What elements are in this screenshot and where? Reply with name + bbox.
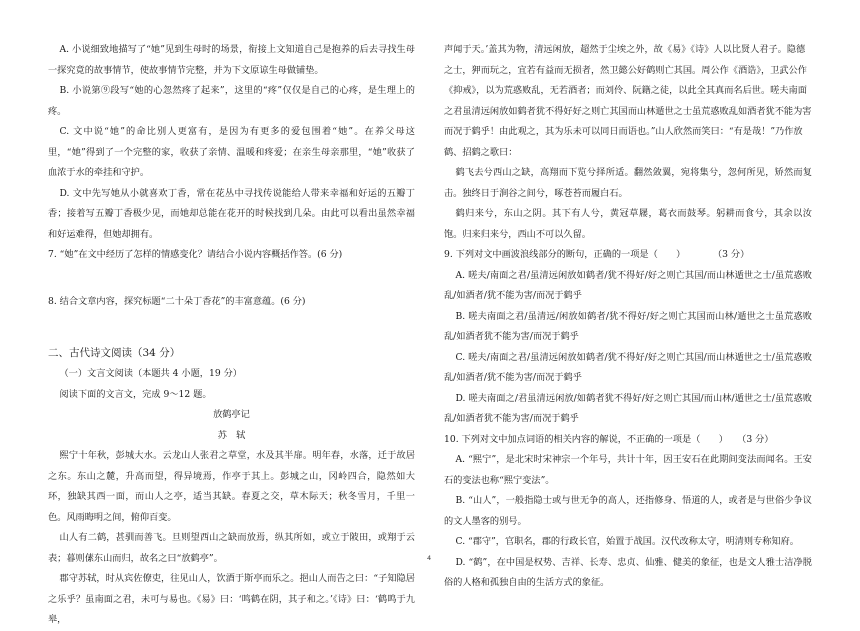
essay-paragraph-3: 郡守苏轼，时从宾佐僚吏，往见山人，饮酒于斯亭而乐之。挹山人而告之曰：“子知隐居之乐乎？虽南面之君，未可与易也。《易》曰：‘鸣鹤在阴，其子和之。’《诗》曰：‘鹤鸣于九皋， — [48, 573, 415, 625]
page-number: 4 — [427, 554, 432, 562]
crane-song-2: 鹤归来兮，东山之阴。其下有人兮，黄冠草屦，葛衣而鼓琴。躬耕而食兮，其余以汝饱。归来归来兮，西山不可以久留。 — [444, 208, 812, 240]
question-9-option-b: B. 嗟夫南面之君/虽清远/闲放如鹤者/犹不得好/好之则亡其国而山林/遁世之士虽荒惑败乱/如酒者犹不能为害/而况于鹤乎 — [444, 310, 812, 342]
answer-space-8 — [48, 312, 415, 342]
essay-title: 放鹤亭记 — [213, 409, 250, 420]
question-9-option-d: D. 嗟夫南面之/君虽清远闲放/如鹤者犹不得好/好之则亡其国/而山林/遁世之士/虽荒惑败乱/如酒者犹不能为害/而况于鹤乎 — [444, 392, 812, 424]
option-b: B. 小说第⑨段写“她的心忽然疼了起来”，这里的“疼”仅仅是自己的心疼，是生理上的疼。 — [48, 85, 415, 117]
option-d: D. 文中先写她从小就喜欢丁香，常在花丛中寻找传说能给人带来幸福和好运的五瓣丁香；接着写五瓣丁香极少见，而她却总能在花开的时候找到几朵。由此可以看出虽然幸福和好运难得，但她却拥有。 — [48, 187, 415, 240]
question-10-option-c: C. “郡守”，官职名，郡的行政长官，始置于战国。汉代改称太守，明清则专称知府。 — [455, 536, 799, 547]
right-column — [444, 40, 812, 594]
question-10-option-b: B. “山人”，一般指隐士或与世无争的高人，还指修身、悟道的人，或者是与世俗少争议的文人墨客的别号。 — [444, 495, 812, 527]
essay-paragraph-2: 山人有二鹤，甚驯而善飞。旦则望西山之缺而放焉，纵其所如，或立于陂田，或翔于云表；暮则傃东山而归，故名之曰“放鹤亭”。 — [48, 532, 415, 564]
question-10: 10. 下列对文中加点词语的相关内容的解说，不正确的一项是（ ） （3 分） — [444, 433, 774, 445]
section-heading: 二、古代诗文阅读（34 分） — [48, 347, 181, 359]
question-10-option-a: A. “熙宁”，是北宋时宋神宗一个年号，共计十年，因王安石在此期间变法而闻名。王安石的变法也称“熙宁变法”。 — [444, 454, 812, 486]
question-9: 9. 下列对文中画波浪线部分的断句，正确的一项是（ ） （3 分） — [444, 249, 750, 260]
question-7: 7. “她”在文中经历了怎样的情感变化？请结合小说内容概括作答。(6 分) — [48, 249, 343, 260]
answer-space-7 — [48, 266, 415, 292]
option-a: A. 小说细致地描写了“她”见到生母时的场景，衔接上文知道自己是抱养的后去寻找生母一探究竟的故事情节，使故事情节完整，并为下文原谅生母做铺垫。 — [48, 44, 415, 76]
question-8: 8. 结合文章内容，探究标题“二十朵丁香花”的丰富意蕴。(6 分) — [48, 295, 306, 307]
essay-paragraph-1: 熙宁十年秋，彭城大水。云龙山人张君之草堂，水及其半扉。明年春，水落，迁于故居之东。东山之麓，升高而望，得异境焉，作亭于其上。彭城之山，冈岭四合，隐然如大环，独缺其西一面，而山人之亭，适当其缺。春夏之交，草木际天；秋冬雪月，千里一色。风雨晦明之间，俯仰百变。 — [48, 450, 415, 523]
question-9-option-a: A. 嗟夫/南面之君/虽清远闲放如鹤者/犹不得好/好之则亡其国/而山林遁世之士/虽荒惑败乱/如酒者/犹不能为害/而况于鹤乎 — [444, 269, 812, 301]
crane-song-1: 鹤飞去兮西山之缺，高翔而下览兮择所适。翻然敛翼，宛将集兮，忽何所见，矫然而复击。独终日于涧谷之间兮，啄苍苔而履白石。 — [444, 167, 812, 199]
instruction: 阅读下面的文言文，完成 9～12 题。 — [59, 388, 212, 400]
option-c: C. 文中说“她”的命比别人更富有，是因为有更多的爱包围着“她”。在养父母这里，“她”得到了一个完整的家，收获了亲情、温暖和疼爱；在亲生母亲那里，“她”收获了血浓于水的牵挂和守护。 — [48, 126, 415, 178]
sub-heading: （一）文言文阅读（本题共 4 小题，19 分） — [59, 368, 242, 379]
essay-paragraph-3-continued: 声闻于天。’盖其为物，清远闲放，超然于尘埃之外，故《易》《诗》人以比贤人君子。隐德之士，狎而玩之，宜若有益而无损者，然卫懿公好鹤则亡其国。周公作《酒诰》，卫武公作《抑戒》，以为荒惑败乱，无若酒者；而刘伶、阮籍之徒，以此全其真而名后世。嗟夫南面之君虽清远闲放如鹤者犹不得好好之则亡其国而山林遁世之士虽荒惑败乱如酒者犹不能为害而况于鹤乎！由此观之，其为乐未可以同日而语也。”山人欣然而笑曰：“有是哉！”乃作放鹤、招鹤之歌曰： — [444, 44, 812, 158]
question-10-option-d: D. “鹤”，在中国是权势、吉祥、长寿、忠贞、仙雅、健美的象征，也是文人雅士洁净脱俗的人格和孤独自由的生活方式的象征。 — [444, 556, 812, 588]
essay-author: 苏 轼 — [217, 429, 246, 441]
left-column — [48, 40, 415, 631]
question-9-option-c: C. 嗟夫/南面之君/虽清远闲放如鹤者/犹不得好/好之则亡其国/而山林遁世之士/虽荒惑败乱/如酒者/犹不能为害/而况于鹤乎 — [444, 351, 812, 383]
